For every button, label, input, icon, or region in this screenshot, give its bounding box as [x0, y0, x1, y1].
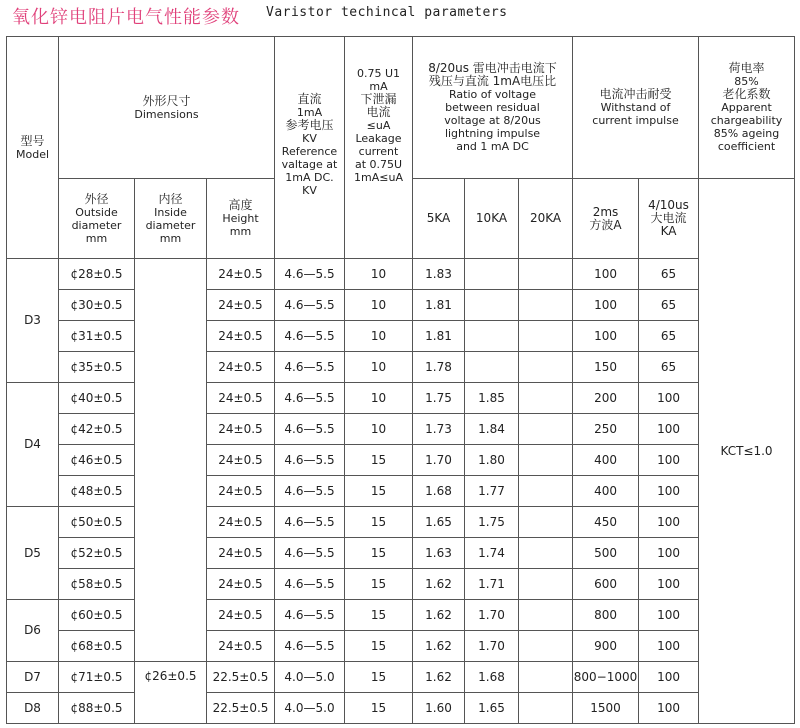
reference-voltage: 4.6—5.5 [275, 476, 345, 507]
withstand-2ms: 800 [573, 600, 639, 631]
reference-voltage: 4.6—5.5 [275, 321, 345, 352]
table-row [7, 445, 795, 476]
ratio-10ka [465, 290, 519, 321]
leakage-current: 15 [345, 662, 413, 693]
leakage-current: 15 [345, 693, 413, 724]
table-row [7, 259, 795, 290]
leakage-current: 15 [345, 538, 413, 569]
leakage-current: 15 [345, 600, 413, 631]
height: 22.5±0.5 [207, 693, 275, 724]
reference-voltage: 4.6—5.5 [275, 445, 345, 476]
outside-diameter: ¢58±0.5 [59, 569, 135, 600]
outside-diameter: ¢42±0.5 [59, 414, 135, 445]
ratio-5ka: 1.83 [413, 259, 465, 290]
reference-voltage: 4.0—5.0 [275, 693, 345, 724]
outside-diameter: ¢50±0.5 [59, 507, 135, 538]
model-d5: D5 [7, 507, 59, 600]
ratio-10ka: 1.74 [465, 538, 519, 569]
outside-diameter: ¢31±0.5 [59, 321, 135, 352]
ratio-10ka: 1.68 [465, 662, 519, 693]
withstand-4-10us: 65 [639, 321, 699, 352]
ratio-20ka [519, 538, 573, 569]
height: 24±0.5 [207, 600, 275, 631]
ratio-20ka [519, 476, 573, 507]
height: 24±0.5 [207, 631, 275, 662]
reference-voltage: 4.6—5.5 [275, 631, 345, 662]
leakage-current: 10 [345, 383, 413, 414]
ratio-5ka: 1.62 [413, 631, 465, 662]
reference-voltage: 4.6—5.5 [275, 507, 345, 538]
table-row [7, 383, 795, 414]
leakage-current: 10 [345, 414, 413, 445]
height: 24±0.5 [207, 383, 275, 414]
outside-diameter: ¢28±0.5 [59, 259, 135, 290]
withstand-2ms: 1500 [573, 693, 639, 724]
reference-voltage: 4.6—5.5 [275, 383, 345, 414]
ratio-5ka: 1.81 [413, 290, 465, 321]
ratio-20ka [519, 507, 573, 538]
header-10ka: 10KA [465, 179, 519, 259]
leakage-current: 15 [345, 569, 413, 600]
model-d3: D3 [7, 259, 59, 383]
withstand-2ms: 100 [573, 259, 639, 290]
withstand-4-10us: 100 [639, 538, 699, 569]
withstand-4-10us: 100 [639, 507, 699, 538]
table-row [7, 321, 795, 352]
ratio-20ka [519, 693, 573, 724]
withstand-4-10us: 100 [639, 600, 699, 631]
ratio-10ka [465, 321, 519, 352]
ratio-10ka: 1.77 [465, 476, 519, 507]
withstand-4-10us: 100 [639, 383, 699, 414]
model-d7: D7 [7, 662, 59, 693]
ratio-10ka: 1.84 [465, 414, 519, 445]
ratio-5ka: 1.63 [413, 538, 465, 569]
ratio-10ka: 1.65 [465, 693, 519, 724]
height: 24±0.5 [207, 476, 275, 507]
withstand-4-10us: 100 [639, 445, 699, 476]
leakage-current: 15 [345, 476, 413, 507]
leakage-current: 15 [345, 445, 413, 476]
title-chinese: 氧化锌电阻片电气性能参数 [12, 7, 240, 28]
withstand-4-10us: 100 [639, 631, 699, 662]
ratio-5ka: 1.62 [413, 569, 465, 600]
ratio-10ka: 1.70 [465, 600, 519, 631]
withstand-4-10us: 65 [639, 352, 699, 383]
outside-diameter: ¢71±0.5 [59, 662, 135, 693]
table-row [7, 538, 795, 569]
outside-diameter: ¢52±0.5 [59, 538, 135, 569]
withstand-2ms: 900 [573, 631, 639, 662]
header-model: 型号 Model [7, 37, 59, 259]
withstand-4-10us: 100 [639, 693, 699, 724]
outside-diameter: ¢46±0.5 [59, 445, 135, 476]
withstand-2ms: 100 [573, 290, 639, 321]
table-row [7, 507, 795, 538]
height: 24±0.5 [207, 259, 275, 290]
ratio-10ka [465, 352, 519, 383]
ratio-10ka: 1.80 [465, 445, 519, 476]
withstand-4-10us: 65 [639, 259, 699, 290]
leakage-current: 10 [345, 321, 413, 352]
aging-value: KCT≤1.0 [699, 179, 795, 724]
header-height: 高度 Height mm [207, 179, 275, 259]
leakage-current: 10 [345, 290, 413, 321]
ratio-20ka [519, 383, 573, 414]
height: 24±0.5 [207, 290, 275, 321]
header-outside-diameter: 外径 Outside diameter mm [59, 179, 135, 259]
outside-diameter: ¢68±0.5 [59, 631, 135, 662]
header-reference-voltage: 直流 1mA 参考电压 KV Reference valtage at 1mA DC. KV [275, 37, 345, 259]
title-english: Varistor techincal parameters [266, 5, 508, 20]
height: 22.5±0.5 [207, 662, 275, 693]
table-row [7, 631, 795, 662]
table-row [7, 569, 795, 600]
table-row [7, 662, 795, 693]
ratio-5ka: 1.62 [413, 662, 465, 693]
ratio-20ka [519, 290, 573, 321]
header-inside-diameter: 内径 Inside diameter mm [135, 179, 207, 259]
header-4-10us-high-current: 4/10us 大电流 KA [639, 179, 699, 259]
ratio-5ka: 1.81 [413, 321, 465, 352]
ratio-5ka: 1.60 [413, 693, 465, 724]
ratio-10ka: 1.85 [465, 383, 519, 414]
withstand-2ms: 400 [573, 476, 639, 507]
table-row [7, 600, 795, 631]
withstand-2ms: 100 [573, 321, 639, 352]
reference-voltage: 4.6—5.5 [275, 569, 345, 600]
leakage-current: 15 [345, 631, 413, 662]
withstand-2ms: 400 [573, 445, 639, 476]
model-d4: D4 [7, 383, 59, 507]
reference-voltage: 4.6—5.5 [275, 600, 345, 631]
height: 24±0.5 [207, 507, 275, 538]
height: 24±0.5 [207, 321, 275, 352]
withstand-2ms: 800−1000 [573, 662, 639, 693]
withstand-4-10us: 100 [639, 476, 699, 507]
reference-voltage: 4.6—5.5 [275, 538, 345, 569]
table-row [7, 476, 795, 507]
withstand-2ms: 450 [573, 507, 639, 538]
leakage-current: 15 [345, 507, 413, 538]
withstand-2ms: 500 [573, 538, 639, 569]
withstand-4-10us: 65 [639, 290, 699, 321]
inside-diameter: ¢26±0.5 [135, 662, 207, 724]
ratio-20ka [519, 631, 573, 662]
height: 24±0.5 [207, 445, 275, 476]
header-dimensions: 外形尺寸 Dimensions [59, 37, 275, 179]
ratio-10ka: 1.70 [465, 631, 519, 662]
ratio-20ka [519, 569, 573, 600]
ratio-5ka: 1.73 [413, 414, 465, 445]
title-row [0, 0, 800, 34]
height: 24±0.5 [207, 569, 275, 600]
outside-diameter: ¢40±0.5 [59, 383, 135, 414]
withstand-2ms: 200 [573, 383, 639, 414]
inside-diameter-empty [135, 259, 207, 662]
ratio-5ka: 1.62 [413, 600, 465, 631]
ratio-5ka: 1.68 [413, 476, 465, 507]
header-withstand-impulse: 电流冲击耐受 Withstand of current impulse [573, 37, 699, 179]
withstand-4-10us: 100 [639, 414, 699, 445]
withstand-2ms: 150 [573, 352, 639, 383]
ratio-5ka: 1.65 [413, 507, 465, 538]
model-d8: D8 [7, 693, 59, 724]
outside-diameter: ¢35±0.5 [59, 352, 135, 383]
withstand-4-10us: 100 [639, 662, 699, 693]
ratio-10ka: 1.71 [465, 569, 519, 600]
model-d6: D6 [7, 600, 59, 662]
ratio-20ka [519, 321, 573, 352]
ratio-20ka [519, 414, 573, 445]
varistor-parameter-table [6, 36, 795, 724]
height: 24±0.5 [207, 352, 275, 383]
ratio-20ka [519, 600, 573, 631]
leakage-current: 10 [345, 259, 413, 290]
outside-diameter: ¢88±0.5 [59, 693, 135, 724]
ratio-10ka: 1.75 [465, 507, 519, 538]
outside-diameter: ¢48±0.5 [59, 476, 135, 507]
height: 24±0.5 [207, 538, 275, 569]
table-row [7, 414, 795, 445]
ratio-10ka [465, 259, 519, 290]
header-20ka: 20KA [519, 179, 573, 259]
ratio-20ka [519, 662, 573, 693]
header-5ka: 5KA [413, 179, 465, 259]
ratio-20ka [519, 352, 573, 383]
header-leakage-current: 0.75 U1 mA 下泄漏 电流 ≤uA Leakage current at 0.75U 1mA≤uA [345, 37, 413, 259]
header-aging-coefficient: 荷电率 85% 老化系数 Apparent chargeability 85% ageing coefficient [699, 37, 795, 179]
ratio-5ka: 1.78 [413, 352, 465, 383]
outside-diameter: ¢30±0.5 [59, 290, 135, 321]
withstand-4-10us: 100 [639, 569, 699, 600]
ratio-20ka [519, 259, 573, 290]
table-row [7, 693, 795, 724]
ratio-20ka [519, 445, 573, 476]
withstand-2ms: 600 [573, 569, 639, 600]
table-row [7, 290, 795, 321]
ratio-5ka: 1.70 [413, 445, 465, 476]
reference-voltage: 4.6—5.5 [275, 259, 345, 290]
reference-voltage: 4.0—5.0 [275, 662, 345, 693]
table-row [7, 352, 795, 383]
leakage-current: 10 [345, 352, 413, 383]
height: 24±0.5 [207, 414, 275, 445]
reference-voltage: 4.6—5.5 [275, 290, 345, 321]
ratio-5ka: 1.75 [413, 383, 465, 414]
withstand-2ms: 250 [573, 414, 639, 445]
outside-diameter: ¢60±0.5 [59, 600, 135, 631]
header-residual-voltage-ratio: 8/20us 雷电冲击电流下 残压与直流 1mA电压比 Ratio of voltage between residual voltage at 8/20us lightning impulse and 1 mA DC [413, 37, 573, 179]
reference-voltage: 4.6—5.5 [275, 352, 345, 383]
reference-voltage: 4.6—5.5 [275, 414, 345, 445]
header-2ms-square-wave: 2ms 方波A [573, 179, 639, 259]
